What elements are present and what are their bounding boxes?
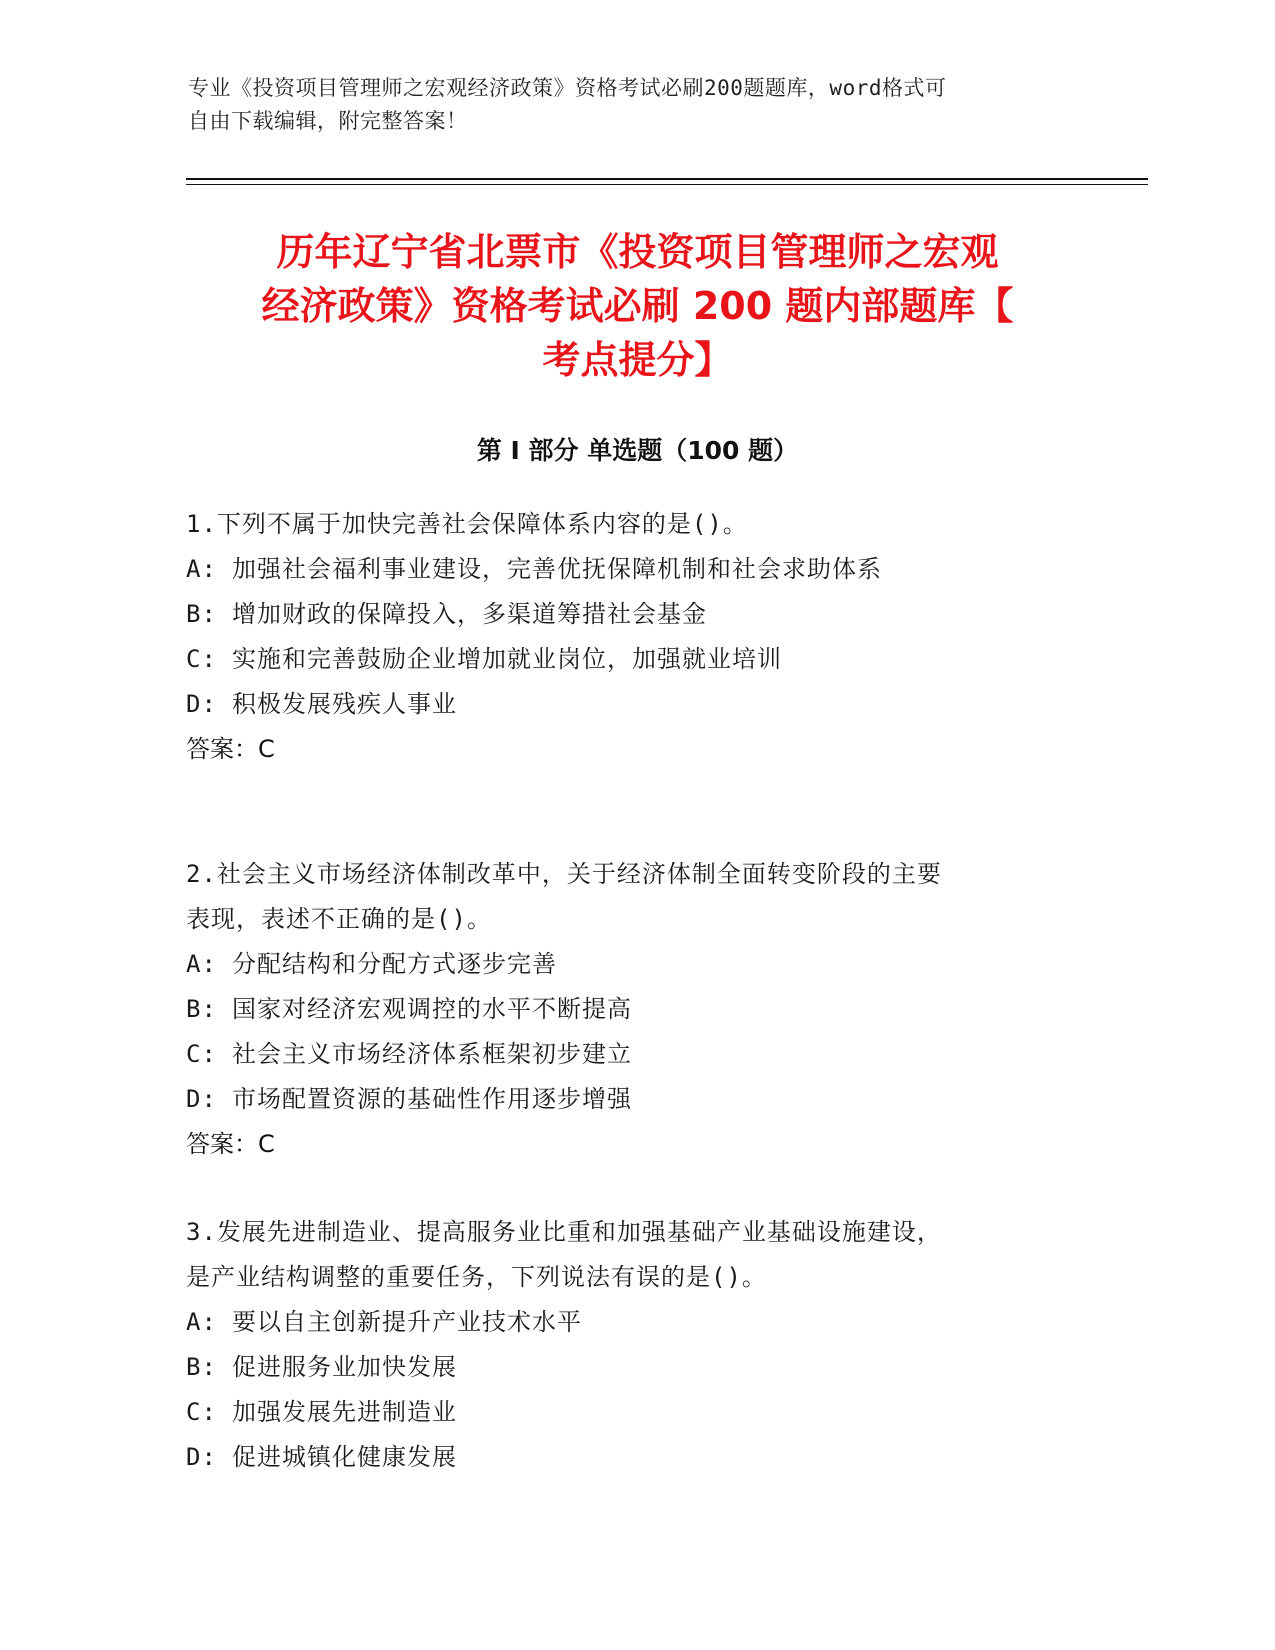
option-text: 市场配置资源的基础性作用逐步增强 bbox=[232, 1085, 632, 1113]
title-line: 历年辽宁省北票市《投资项目管理师之宏观 bbox=[276, 230, 999, 274]
header-divider-thin bbox=[186, 184, 1148, 185]
document-title bbox=[180, 225, 1095, 387]
question-3 bbox=[186, 1210, 1066, 1480]
answer: 答案：C bbox=[186, 1130, 275, 1158]
option-d bbox=[186, 682, 1066, 727]
question-stem: 表现，表述不正确的是()。 bbox=[186, 905, 492, 933]
option-text: 实施和完善鼓励企业增加就业岗位，加强就业培训 bbox=[232, 645, 782, 673]
answer: 答案：C bbox=[186, 735, 275, 763]
option-text: 增加财政的保障投入，多渠道筹措社会基金 bbox=[232, 600, 707, 628]
option-d bbox=[186, 1435, 1066, 1480]
question-stem: 1.下列不属于加快完善社会保障体系内容的是()。 bbox=[186, 510, 748, 538]
option-b bbox=[186, 1345, 1066, 1390]
option-c bbox=[186, 1390, 1066, 1435]
question-2 bbox=[186, 852, 1066, 1167]
title-line: 考点提分】 bbox=[542, 338, 733, 382]
option-a bbox=[186, 942, 1066, 987]
question-1 bbox=[186, 502, 1066, 772]
option-d bbox=[186, 1077, 1066, 1122]
option-letter: B: bbox=[186, 995, 217, 1023]
option-b bbox=[186, 592, 1066, 637]
option-text: 要以自主创新提升产业技术水平 bbox=[232, 1308, 582, 1336]
option-letter: C: bbox=[186, 1040, 217, 1068]
header-note-line: 专业《投资项目管理师之宏观经济政策》资格考试必刷200题题库，word格式可 bbox=[188, 76, 947, 100]
option-letter: C: bbox=[186, 645, 217, 673]
question-stem: 3.发展先进制造业、提高服务业比重和加强基础产业基础设施建设， bbox=[186, 1218, 942, 1246]
option-letter: D: bbox=[186, 1443, 217, 1471]
option-letter: D: bbox=[186, 690, 217, 718]
option-text: 促进城镇化健康发展 bbox=[232, 1443, 457, 1471]
option-text: 积极发展残疾人事业 bbox=[232, 690, 457, 718]
option-c bbox=[186, 1032, 1066, 1077]
option-text: 国家对经济宏观调控的水平不断提高 bbox=[232, 995, 632, 1023]
option-letter: B: bbox=[186, 600, 217, 628]
option-letter: A: bbox=[186, 950, 217, 978]
option-text: 社会主义市场经济体系框架初步建立 bbox=[232, 1040, 632, 1068]
header-note-line: 自由下载编辑，附完整答案！ bbox=[188, 109, 468, 133]
option-letter: A: bbox=[186, 555, 217, 583]
option-a bbox=[186, 547, 1066, 592]
option-letter: C: bbox=[186, 1398, 217, 1426]
header-divider-thick bbox=[186, 178, 1148, 180]
question-stem: 是产业结构调整的重要任务，下列说法有误的是()。 bbox=[186, 1263, 767, 1291]
option-a bbox=[186, 1300, 1066, 1345]
title-line: 经济政策》资格考试必刷 200 题内部题库【 bbox=[261, 284, 1014, 328]
option-text: 加强社会福利事业建设，完善优抚保障机制和社会求助体系 bbox=[232, 555, 882, 583]
option-c bbox=[186, 637, 1066, 682]
option-letter: B: bbox=[186, 1353, 217, 1381]
option-text: 加强发展先进制造业 bbox=[232, 1398, 457, 1426]
option-text: 分配结构和分配方式逐步完善 bbox=[232, 950, 557, 978]
option-text: 促进服务业加快发展 bbox=[232, 1353, 457, 1381]
option-letter: A: bbox=[186, 1308, 217, 1336]
option-letter: D: bbox=[186, 1085, 217, 1113]
section-title: 第 I 部分 单选题（100 题） bbox=[476, 436, 799, 465]
question-stem: 2.社会主义市场经济体制改革中，关于经济体制全面转变阶段的主要 bbox=[186, 860, 942, 888]
option-b bbox=[186, 987, 1066, 1032]
header-note bbox=[188, 72, 1068, 138]
